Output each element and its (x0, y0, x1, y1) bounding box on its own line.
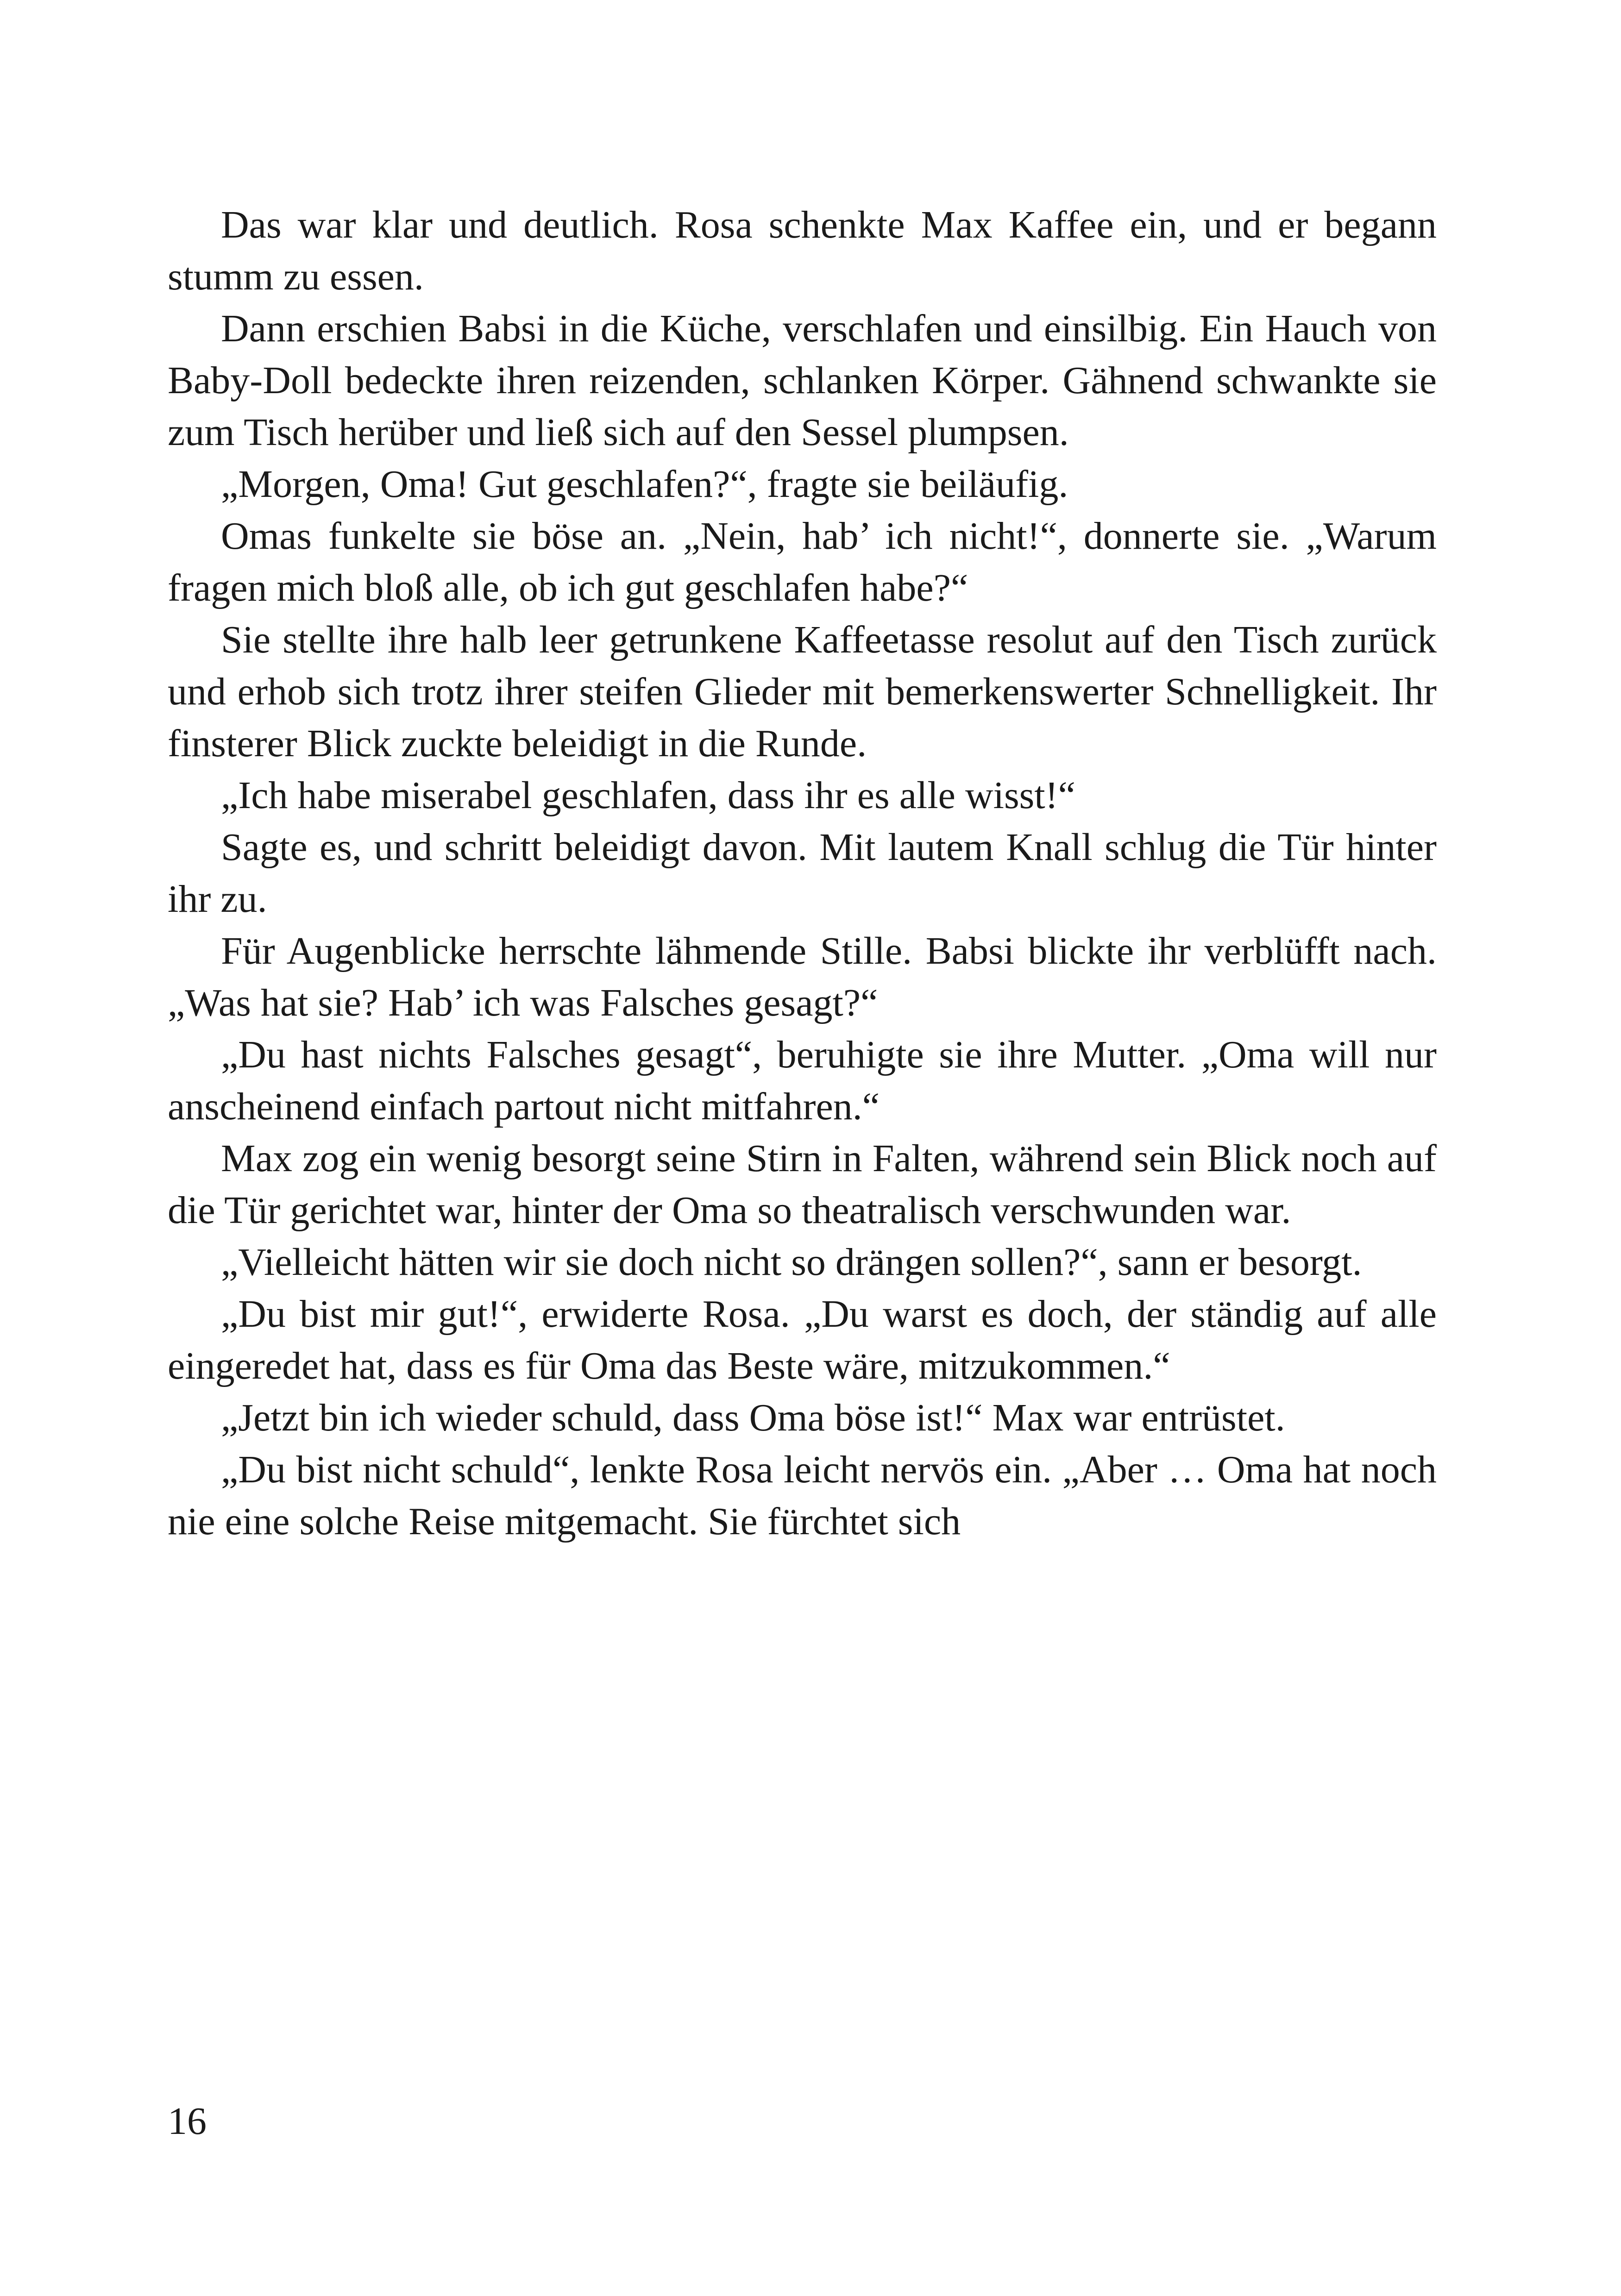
paragraph: Dann erschien Babsi in die Küche, verschlafen und einsilbig. Ein Hauch von Baby-Doll bedeckte ihren reizenden, schlanken Körper. Gähnend schwankte sie zum Tisch herüber und ließ sich auf den Sessel plumpsen. (168, 307, 1437, 454)
paragraph: „Du hast nichts Falsches gesagt“, beruhigte sie ihre Mutter. „Oma will nur anscheinend einfach partout nicht mitfahren.“ (168, 1033, 1437, 1128)
paragraph: Omas funkelte sie böse an. „Nein, hab’ ich nicht!“, donnerte sie. „Warum fragen mich bloß alle, ob ich gut geschlafen habe?“ (168, 514, 1437, 609)
paragraph: „Ich habe miserabel geschlafen, dass ihr es alle wisst!“ (221, 774, 1075, 817)
paragraph: Sagte es, und schritt beleidigt davon. Mit lautem Knall schlug die Tür hinter ihr zu. (168, 826, 1437, 921)
paragraph: „Du bist nicht schuld“, lenkte Rosa leicht nervös ein. „Aber … Oma hat noch nie eine solche Reise mitgemacht. Sie fürchtet sich (168, 1448, 1437, 1543)
paragraph: „Vielleicht hätten wir sie doch nicht so drängen sollen?“, sann er besorgt. (221, 1241, 1362, 1284)
paragraph: „Du bist mir gut!“, erwiderte Rosa. „Du warst es doch, der ständig auf alle eingeredet hat, dass es für Oma das Beste wäre, mitzukommen.“ (168, 1292, 1437, 1387)
paragraph: Für Augenblicke herrschte lähmende Stille. Babsi blickte ihr verblüfft nach. „Was hat sie? Hab’ ich was Falsches gesagt?“ (168, 929, 1437, 1024)
paragraph: Max zog ein wenig besorgt seine Stirn in Falten, während sein Blick noch auf die Tür gerichtet war, hinter der Oma so theatralisch verschwunden war. (168, 1137, 1437, 1232)
paragraph: Sie stellte ihre halb leer getrunkene Kaffeetasse resolut auf den Tisch zurück und erhob sich trotz ihrer steifen Glieder mit bemerkenswerter Schnelligkeit. Ihr finsterer Blick zuckte beleidigt in die Runde. (168, 618, 1437, 765)
paragraph: „Jetzt bin ich wieder schuld, dass Oma böse ist!“ Max war entrüstet. (221, 1396, 1285, 1439)
paragraph: Das war klar und deutlich. Rosa schenkte Max Kaffee ein, und er begann stumm zu essen. (168, 203, 1437, 298)
body-text (168, 199, 1437, 1548)
paragraph: „Morgen, Oma! Gut geschlafen?“, fragte sie beiläufig. (221, 463, 1068, 506)
page-number: 16 (168, 2100, 207, 2143)
